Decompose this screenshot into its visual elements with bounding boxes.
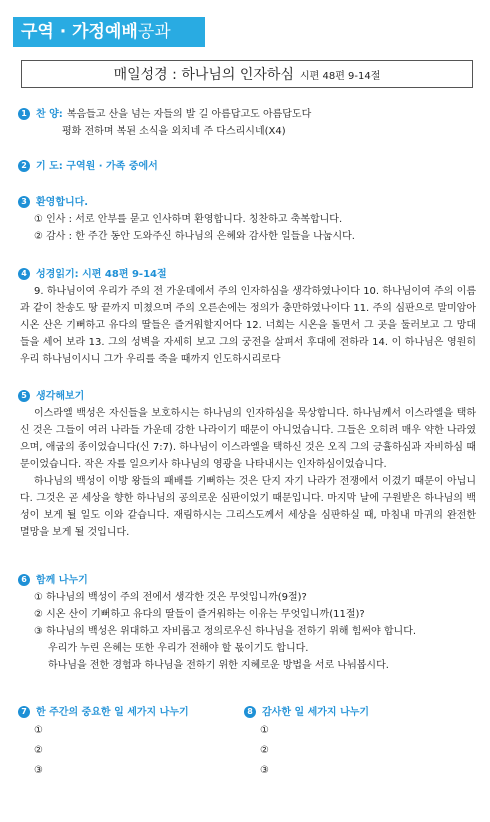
sharing-question: ① 하나님의 백성이 주의 전에서 생각한 것은 무엇입니까(9절)?	[34, 592, 307, 603]
blank-item: ③	[34, 765, 43, 776]
page-title: 매일성경 : 하나님의 인자하심	[113, 67, 294, 83]
section-number-8: 8	[244, 706, 256, 718]
welcome-item: ① 인사 : 서로 안부를 묻고 인사하며 환영합니다. 칭찬하고 축복합니다.	[34, 214, 343, 225]
sharing-note: 우리가 누린 은혜는 또한 우리가 전해야 할 몫이기도 합니다.	[48, 643, 309, 654]
section-header	[18, 704, 238, 721]
title-box	[21, 60, 473, 88]
sharing-question: ② 시온 산이 기뻐하고 유다의 딸들이 즐거워하는 이유는 무엇입니까(11절)?	[34, 609, 365, 620]
section-label: 성경읽기: 시편 48편 9-14절	[36, 269, 167, 280]
blank-item: ②	[260, 745, 269, 756]
sharing-note: 하나님을 전한 경험과 하나님을 전하기 위한 지혜로운 방법을 서로 나눠봅시다.	[48, 660, 389, 671]
section-label: 기 도: 구역원 · 가족 중에서	[36, 161, 158, 172]
section-number-4: 4	[18, 268, 30, 280]
section-thanks	[244, 704, 464, 781]
section-header	[18, 106, 476, 123]
section-label: 환영합니다.	[36, 197, 89, 208]
welcome-item: ② 감사 : 한 주간 동안 도와주신 하나님의 은혜와 감사한 일들을 나눕시다.	[34, 231, 355, 242]
lesson-banner	[13, 17, 205, 47]
section-header	[18, 158, 476, 175]
reflection-paragraph-1: 이스라엘 백성은 자신들을 보호하시는 하나님의 인자하심을 묵상합니다. 하나님께서 이스라엘을 택하신 것은 그들이 여러 나라들 가운데 강한 나라이기 때문이 아니었습니다. 그들은 오히려 매우 약한 나라였으며, 애굽의 종이었습니다(신 7:7). 하나님이 이스라엘을 택하신 것은 오직 그의 긍휼하심과 자비하심 때문이었습니다. 작은 자를 일으키사 하나님의 영광을 나타내시는 인자하심이었습니다.	[20, 408, 476, 470]
blank-item: ①	[260, 725, 269, 736]
banner-text-light: 공과	[137, 22, 171, 42]
blank-item: ③	[260, 765, 269, 776]
section-label: 한 주간의 중요한 일 세가지 나누기	[36, 707, 189, 718]
section-label: 생각해보기	[36, 391, 85, 402]
section-header	[18, 266, 476, 283]
section-label: 찬 양:	[36, 109, 63, 120]
section-sharing	[18, 572, 476, 674]
section-header	[244, 704, 464, 721]
section-reading	[18, 266, 476, 368]
section-number-3: 3	[18, 196, 30, 208]
praise-line-1: 복음들고 산을 넘는 자들의 발 길 아름답고도 아름답도다	[66, 109, 312, 120]
section-praise	[18, 106, 476, 140]
scripture-reference: 시편 48편 9-14절	[299, 71, 381, 82]
section-number-6: 6	[18, 574, 30, 586]
section-label: 감사한 일 세가지 나누기	[262, 707, 370, 718]
section-number-1: 1	[18, 108, 30, 120]
section-number-7: 7	[18, 706, 30, 718]
blank-item: ①	[34, 725, 43, 736]
sharing-question: ③ 하나님의 백성은 위대하고 자비롭고 정의로우신 하나님을 전하기 위해 힘써야 합니다.	[34, 626, 417, 637]
section-label: 함께 나누기	[36, 575, 88, 586]
section-reflection	[18, 388, 476, 541]
scripture-text: 9. 하나님이여 우리가 주의 전 가운데에서 주의 인자하심을 생각하였나이다 10. 하나님이여 주의 이름과 같이 찬송도 땅 끝까지 미쳤으며 주의 오른손에는 정의가 충만하였나이다 11. 주의 심판으로 말미암아 시온 산은 기뻐하고 유다의 딸들은 즐거워할지어다 12. 너희는 시온을 돌면서 그 곳을 둘러보고 그 망대들을 세어 보라 13. 그의 성벽을 자세히 보고 그의 궁전을 살펴서 후대에 전하라 14. 이 하나님은 영원히 우리 하나님이시니 그가 우리를 죽을 때까지 인도하시리로다	[20, 286, 476, 365]
section-number-2: 2	[18, 160, 30, 172]
section-welcome	[18, 194, 476, 245]
section-prayer	[18, 158, 476, 175]
reflection-paragraph-2: 하나님의 백성이 이방 왕들의 패배를 기뻐하는 것은 단지 자기 나라가 전쟁에서 이겼기 때문이 아닙니다. 그것은 곧 세상을 향한 하나님의 공의로운 심판이었기 때문입니다. 마지막 날에 구원받은 하나님의 백성이 보게 될 일도 이와 같습니다. 재림하시는 그리스도께서 세상을 심판하실 때, 마침내 마귀의 완전한 멸망을 보게 될 것입니다.	[20, 476, 476, 538]
praise-line-2: 평화 전하며 복된 소식을 외치네 주 다스리시네(X4)	[62, 126, 286, 137]
section-header	[18, 194, 476, 211]
section-header	[18, 388, 476, 405]
section-weekly-events	[18, 704, 238, 781]
blank-item: ②	[34, 745, 43, 756]
section-number-5: 5	[18, 390, 30, 402]
section-header	[18, 572, 476, 589]
banner-text: 구역 · 가정예배	[21, 22, 138, 42]
